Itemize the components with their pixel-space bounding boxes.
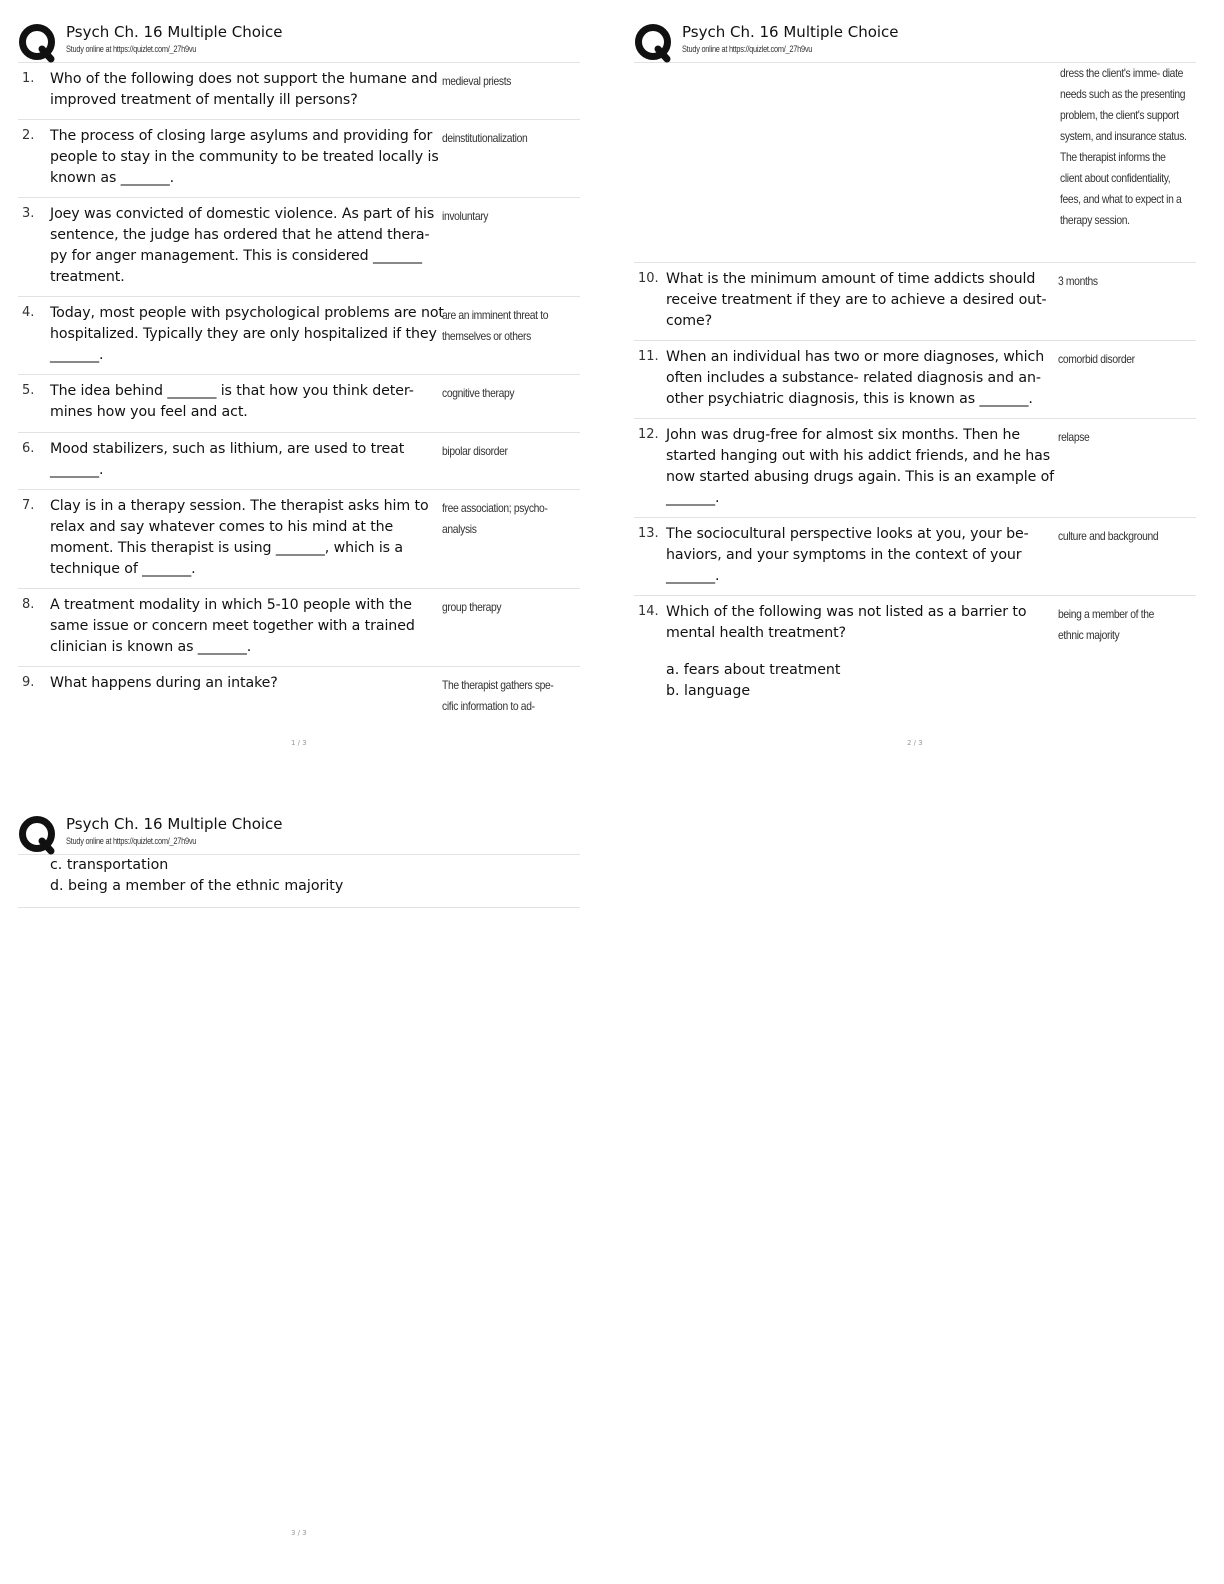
card-term: Joey was convicted of domestic violence. As part of his sentence, the judge has ordered that he attend thera- py for anger management. This is considered _______ treatment. xyxy=(50,206,435,285)
page-title: Psych Ch. 16 Multiple Choice xyxy=(66,815,283,833)
flashcard-4 xyxy=(18,297,580,375)
card-definition: being a member of the ethnic majority xyxy=(1058,607,1155,642)
flashcard-9 xyxy=(18,667,580,727)
card-definition: involuntary xyxy=(442,209,489,223)
card-definition: culture and background xyxy=(1058,529,1159,543)
card-number: 11. xyxy=(638,349,659,364)
answer-options-continued xyxy=(50,855,343,897)
page-header xyxy=(634,18,1196,63)
card-definition: medieval priests xyxy=(442,74,512,88)
card-definition: 3 months xyxy=(1058,274,1098,288)
flashcard-12 xyxy=(634,419,1196,518)
card-term: What is the minimum amount of time addicts should receive treatment if they are to achieve a desired out- come? xyxy=(666,271,1047,329)
card-number: 13. xyxy=(638,526,659,541)
page-number: 2 / 3 xyxy=(907,739,923,747)
card-number: 3. xyxy=(22,206,35,221)
card-term: The sociocultural perspective looks at you, your be- haviors, and your symptoms in the context of your _______. xyxy=(666,526,1029,584)
flashcard-7 xyxy=(18,490,580,589)
card-term: Mood stabilizers, such as lithium, are used to treat _______. xyxy=(50,441,405,478)
flashcard-14-continued xyxy=(18,855,580,908)
flashcard-13 xyxy=(634,518,1196,596)
card-definition: cognitive therapy xyxy=(442,386,515,400)
card-number: 9. xyxy=(22,675,35,690)
card-term: A treatment modality in which 5-10 people with the same issue or concern meet together with a trained clinician is known as _______. xyxy=(50,597,415,655)
option-b: b. language xyxy=(666,683,751,699)
card-number: 8. xyxy=(22,597,35,612)
card-definition: The therapist gathers spe- cific information to ad- xyxy=(442,678,554,713)
page-number: 3 / 3 xyxy=(291,1529,307,1537)
page-title: Psych Ch. 16 Multiple Choice xyxy=(682,23,899,41)
card-definition: bipolar disorder xyxy=(442,444,508,458)
page-1 xyxy=(18,18,580,758)
card-term: Which of the following was not listed as a barrier to mental health treatment? xyxy=(666,604,1027,641)
card-definition: relapse xyxy=(1058,430,1090,444)
quizlet-logo-icon xyxy=(18,23,58,63)
card-number: 10. xyxy=(638,271,659,286)
card-definition-continued: dress the client's imme- diate needs such as the presenting problem, the client's support system, and insurance status. The therapist informs the client about confidentiality, fees, and what to expect in a therapy session. xyxy=(1060,66,1187,227)
card-definition: deinstitutionalization xyxy=(442,131,528,145)
flashcard-3 xyxy=(18,198,580,297)
card-number: 14. xyxy=(638,604,659,619)
card-term: What happens during an intake? xyxy=(50,675,278,691)
card-definition: free association; psycho- analysis xyxy=(442,501,548,536)
flashcard-11 xyxy=(634,341,1196,419)
card-number: 2. xyxy=(22,128,35,143)
option-c: c. transportation xyxy=(50,857,169,873)
card-definition: are an imminent threat to themselves or others xyxy=(442,308,549,343)
page-header xyxy=(18,18,580,63)
card-definition: group therapy xyxy=(442,600,502,614)
card-number: 4. xyxy=(22,305,35,320)
option-a: a. fears about treatment xyxy=(666,662,841,678)
page-2 xyxy=(634,18,1196,758)
page-title: Psych Ch. 16 Multiple Choice xyxy=(66,23,283,41)
study-link[interactable]: Study online at https://quizlet.com/_27h9vu xyxy=(66,836,197,846)
flashcard-10 xyxy=(634,263,1196,341)
card-term: The idea behind _______ is that how you think deter- mines how you feel and act. xyxy=(50,383,414,420)
page-number: 1 / 3 xyxy=(291,739,307,747)
study-link[interactable]: Study online at https://quizlet.com/_27h9vu xyxy=(66,44,197,54)
card-number: 5. xyxy=(22,383,35,398)
card-number: 1. xyxy=(22,71,35,86)
card-term: Who of the following does not support the humane and improved treatment of mentally ill persons? xyxy=(50,71,438,108)
card-term: Today, most people with psychological problems are not hospitalized. Typically they are only hospitalized if they _______. xyxy=(50,305,444,363)
page-3 xyxy=(18,810,580,1550)
card-number: 12. xyxy=(638,427,659,442)
card-number: 7. xyxy=(22,498,35,513)
answer-options xyxy=(666,660,840,702)
card-term: John was drug-free for almost six months. Then he started hanging out with his addict friends, and he has now started abusing drugs again. This is an example of _______. xyxy=(666,427,1055,506)
flashcard-9-continued xyxy=(634,63,1196,263)
flashcard-14 xyxy=(634,596,1196,716)
quizlet-logo-icon xyxy=(18,815,58,855)
card-term: The process of closing large asylums and providing for people to stay in the community to be treated locally is known as _______. xyxy=(50,128,439,186)
flashcard-2 xyxy=(18,120,580,198)
card-term: When an individual has two or more diagnoses, which often includes a substance- related diagnosis and an- other psychiatric diagnosis, this is known as _______. xyxy=(666,349,1045,407)
card-definition: comorbid disorder xyxy=(1058,352,1135,366)
flashcard-5 xyxy=(18,375,580,433)
quizlet-logo-icon xyxy=(634,23,674,63)
card-term: Clay is in a therapy session. The therapist asks him to relax and say whatever comes to his mind at the moment. This therapist is using _______, which is a technique of _______. xyxy=(50,498,429,577)
flashcard-6 xyxy=(18,433,580,490)
option-d: d. being a member of the ethnic majority xyxy=(50,878,344,894)
flashcard-8 xyxy=(18,589,580,667)
study-link[interactable]: Study online at https://quizlet.com/_27h9vu xyxy=(682,44,813,54)
page-header xyxy=(18,810,580,855)
card-number: 6. xyxy=(22,441,35,456)
flashcard-1 xyxy=(18,63,580,120)
